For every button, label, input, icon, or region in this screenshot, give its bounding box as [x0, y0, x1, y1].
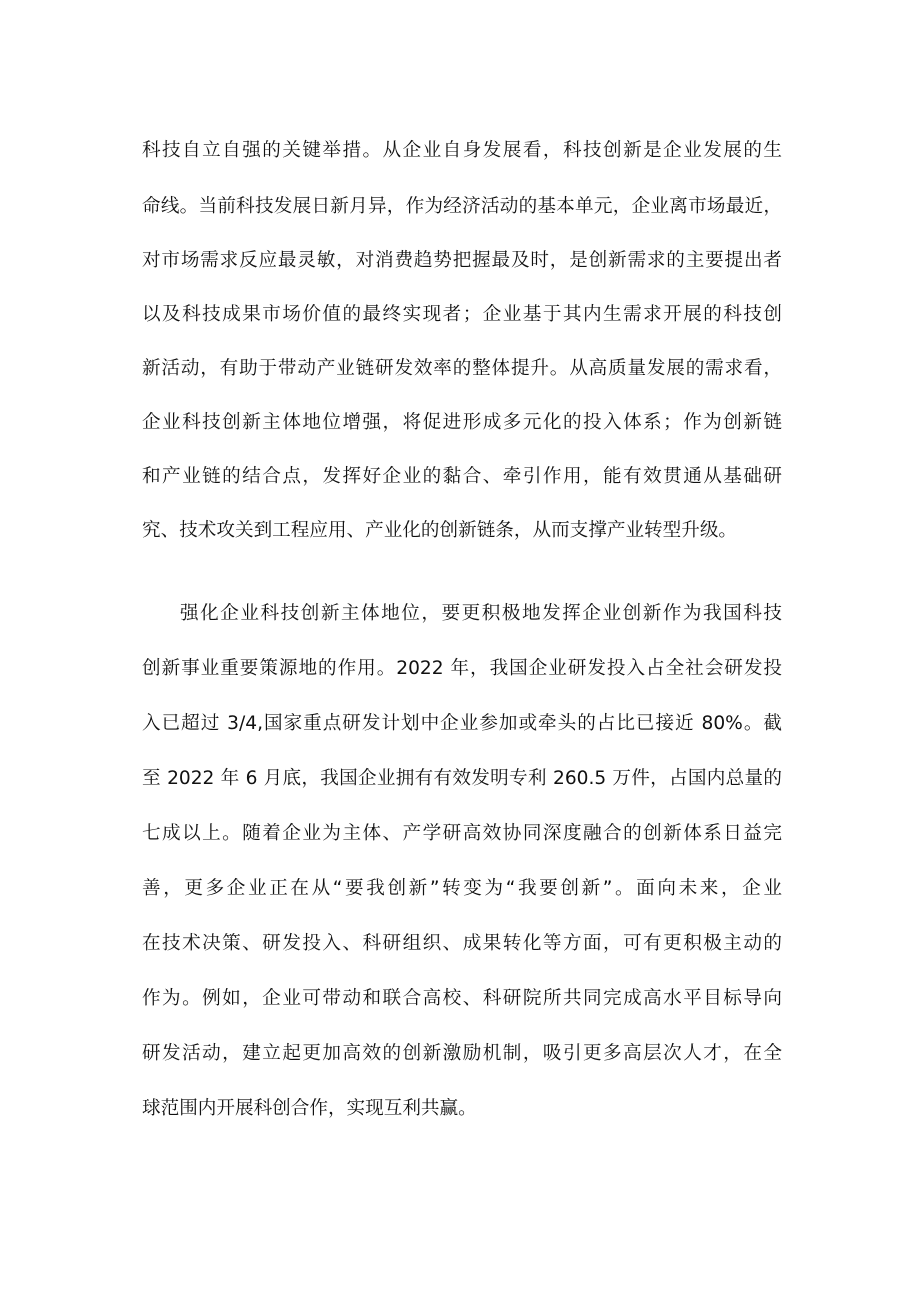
paragraph-1-line-1: 科技自立自强的关键举措。从企业自身发展看，科技创新是企业发展的生: [142, 140, 782, 161]
paragraph-1-line-4: 以及科技成果市场价值的最终实现者；企业基于其内生需求开展的科技创: [142, 304, 782, 325]
paragraph-1-line-5: 新活动，有助于带动产业链研发效率的整体提升。从高质量发展的需求看，: [142, 358, 782, 379]
paragraph-2-line-4: 至 2022 年 6 月底，我国企业拥有有效发明专利 260.5 万件，占国内总量的: [142, 768, 782, 789]
paragraph-2-line-8: 作为。例如，企业可带动和联合高校、科研院所共同完成高水平目标导向: [142, 988, 782, 1009]
paragraph-2-line-5: 七成以上。随着企业为主体、产学研高效协同深度融合的创新体系日益完: [142, 823, 782, 844]
paragraph-2-line-3: 入已超过 3/4,国家重点研发计划中企业参加或牵头的占比已接近 80%。截: [142, 713, 782, 734]
paragraph-2-line-7: 在技术决策、研发投入、科研组织、成果转化等方面，可有更积极主动的: [142, 933, 782, 954]
paragraph-2-line-9: 研发活动，建立起更加高效的创新激励机制，吸引更多高层次人才，在全: [142, 1043, 782, 1064]
paragraph-2-line-6: 善，更多企业正在从“要我创新”转变为“我要创新”。面向未来，企业: [142, 878, 782, 899]
paragraph-1-line-6: 企业科技创新主体地位增强，将促进形成多元化的投入体系；作为创新链: [142, 412, 782, 433]
paragraph-1-line-7: 和产业链的结合点，发挥好企业的黏合、牵引作用，能有效贯通从基础研: [142, 466, 782, 487]
paragraph-1-line-3: 对市场需求反应最灵敏，对消费趋势把握最及时，是创新需求的主要提出者: [142, 250, 782, 271]
paragraph-2-line-2: 创新事业重要策源地的作用。2022 年，我国企业研发投入占全社会研发投: [142, 658, 782, 679]
paragraph-1-line-8: 究、技术攻关到工程应用、产业化的创新链条，从而支撑产业转型升级。: [142, 520, 738, 541]
paragraph-2-line-1: 强化企业科技创新主体地位，要更积极地发挥企业创新作为我国科技: [180, 603, 782, 624]
paragraph-1-line-2: 命线。当前科技发展日新月异，作为经济活动的基本单元，企业离市场最近，: [142, 196, 782, 217]
paragraph-2-line-10: 球范围内开展科创合作，实现互利共赢。: [142, 1098, 477, 1119]
